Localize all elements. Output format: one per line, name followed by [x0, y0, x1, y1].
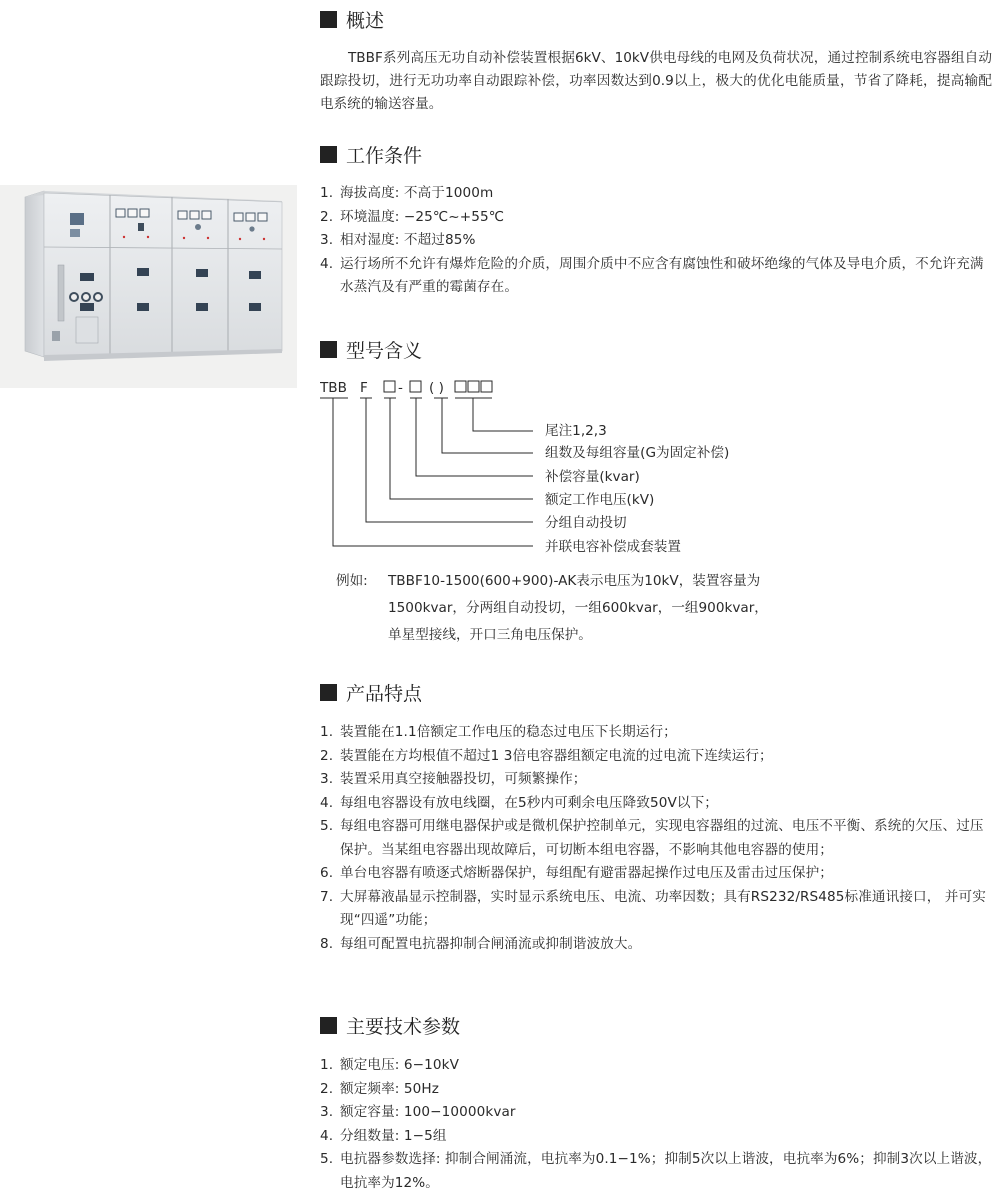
item-number: 6. [320, 865, 334, 881]
item-text: 运行场所不允许有爆炸危险的介质，周围介质中不应含有腐蚀性和破坏绝缘的气体及导电介质，不允许充满水蒸汽及有严重的霉菌存在。 [340, 255, 984, 295]
section-title-overview [320, 9, 384, 33]
model-code-diagram [320, 376, 820, 560]
black-square-icon [320, 11, 337, 28]
list-item [320, 886, 995, 933]
code-box-note-2 [468, 381, 479, 392]
item-number: 1. [320, 724, 334, 740]
example-line: 1500kvar，分两组自动投切，一组600kvar，一组900kvar， [388, 600, 768, 616]
section-title-params [320, 1015, 460, 1039]
item-text: 装置采用真空接触器投切，可频繁操作； [340, 771, 587, 787]
item-text: 额定容量: 100−10000kvar [340, 1104, 516, 1120]
list-item [320, 862, 995, 886]
item-text: 每组电容器设有放电线圈，在5秒内可剩余电压降致50V以下； [340, 794, 718, 811]
list-item [320, 768, 995, 792]
item-number: 4. [320, 255, 334, 272]
product-photo [0, 185, 297, 388]
model-example [336, 568, 768, 649]
example-line: 单星型接线，开口三角电压保护。 [388, 627, 592, 643]
code-f: F [360, 380, 368, 396]
example-text: TBBF10-1500(600+900)-AK表示电压为10kV，装置容量为 [388, 573, 761, 589]
code-box-note-3 [481, 381, 492, 392]
model-label-note: 尾注1,2,3 [545, 423, 607, 439]
code-prefix: TBB [320, 380, 347, 396]
params-list [320, 1054, 995, 1195]
black-square-icon [320, 1017, 337, 1034]
item-number: 5. [320, 818, 334, 834]
item-text: 额定频率: 50Hz [340, 1080, 439, 1097]
model-label-auto-switch: 分组自动投切 [545, 515, 627, 531]
section-title-text: 主要技术参数 [346, 1016, 461, 1038]
model-label-device: 并联电容补偿成套装置 [545, 539, 681, 555]
section-title-features [320, 682, 422, 706]
section-title-text: 产品特点 [346, 683, 423, 705]
item-text: 装置能在1.1倍额定工作电压的稳态过电压下长期运行； [340, 724, 677, 740]
item-text: 装置能在方均根值不超过1 3倍电容器组额定电流的过电流下连续运行； [340, 747, 773, 764]
item-number: 2. [320, 208, 334, 225]
list-item [320, 1101, 995, 1125]
list-item [320, 182, 995, 206]
item-number: 3. [320, 232, 334, 248]
example-line [336, 568, 768, 595]
code-box-note-1 [455, 381, 466, 392]
switchgear-cabinet-image [0, 185, 297, 388]
overview-paragraph: TBBF系列高压无功自动补偿装置根据6kV、10kV供电母线的电网及负荷状况，通过控制系统电容器组自动跟踪投切，进行无功功率自动跟踪补偿，功率因数达到0.9以上，极大的优化电能质量，节省了降耗，提高输配电系统的输送容量。 [320, 50, 992, 112]
item-text: 海拔高度: 不高于1000m [340, 185, 494, 201]
item-text: 环境温度: −25℃~+55℃ [340, 208, 505, 225]
list-item [320, 792, 995, 816]
list-item [320, 721, 995, 745]
list-item [320, 1054, 995, 1078]
item-text: 分组数量: 1−5组 [340, 1127, 447, 1144]
black-square-icon [320, 684, 337, 701]
item-number: 2. [320, 747, 334, 764]
item-number: 4. [320, 794, 334, 811]
list-item [320, 815, 995, 862]
list-item [320, 229, 995, 253]
item-number: 3. [320, 771, 334, 787]
example-label: 例如: [336, 573, 368, 589]
model-label-voltage: 额定工作电压(kV) [545, 492, 655, 508]
item-number: 8. [320, 935, 334, 952]
section-title-text: 概述 [346, 10, 385, 32]
item-number: 1. [320, 185, 334, 201]
black-square-icon [320, 146, 337, 163]
list-item [320, 1078, 995, 1102]
code-box-capacity [410, 381, 421, 392]
list-item [320, 206, 995, 230]
section-title-model [320, 339, 422, 363]
item-text: 额定电压: 6−10kV [340, 1057, 459, 1073]
item-text: 每组电容器可用继电器保护或是微机保护控制单元，实现电容器组的过流、电压不平衡、系统的欠压、过压保护。当某组电容器出现故障后，可切断本组电容器，不影响其他电容器的使用； [340, 818, 984, 858]
item-text: 单台电容器有喷逐式熔断器保护，每组配有避雷器起操作过电压及雷击过压保护； [340, 865, 833, 881]
section-title-text: 型号含义 [346, 340, 423, 362]
model-label-capacity: 补偿容量(kvar) [545, 469, 640, 485]
item-text: 电抗器参数选择: 抑制合闸涌流，电抗率为0.1−1%；抑制5次以上谐波，电抗率为6%；抑制3次以上谐波，电抗率为12%。 [340, 1151, 992, 1191]
section-title-text: 工作条件 [346, 145, 423, 167]
item-text: 每组可配置电抗器抑制合闸涌流或抑制谐波放大。 [340, 935, 642, 952]
item-number: 4. [320, 1127, 334, 1144]
conditions-list [320, 182, 995, 300]
list-item [320, 1125, 995, 1149]
code-dash: - [398, 380, 403, 396]
black-square-icon [320, 341, 337, 358]
item-number: 7. [320, 888, 334, 905]
model-label-groups: 组数及每组容量(G为固定补偿) [545, 445, 730, 461]
features-list [320, 721, 995, 956]
list-item [320, 745, 995, 769]
item-text: 相对湿度: 不超过85% [340, 232, 476, 248]
item-number: 1. [320, 1057, 334, 1073]
list-item [320, 1148, 995, 1195]
item-text: 大屏幕液晶显示控制器，实时显示系统电压、电流、功率因数；具有RS232/RS485标准通讯接口， 并可实现“四遥”功能； [340, 888, 986, 928]
section-title-conditions [320, 144, 422, 168]
list-item [320, 253, 995, 300]
code-box-voltage [384, 381, 395, 392]
item-number: 5. [320, 1151, 334, 1167]
list-item [320, 933, 995, 957]
item-number: 3. [320, 1104, 334, 1120]
code-paren: ( ) [429, 380, 444, 396]
item-number: 2. [320, 1080, 334, 1097]
